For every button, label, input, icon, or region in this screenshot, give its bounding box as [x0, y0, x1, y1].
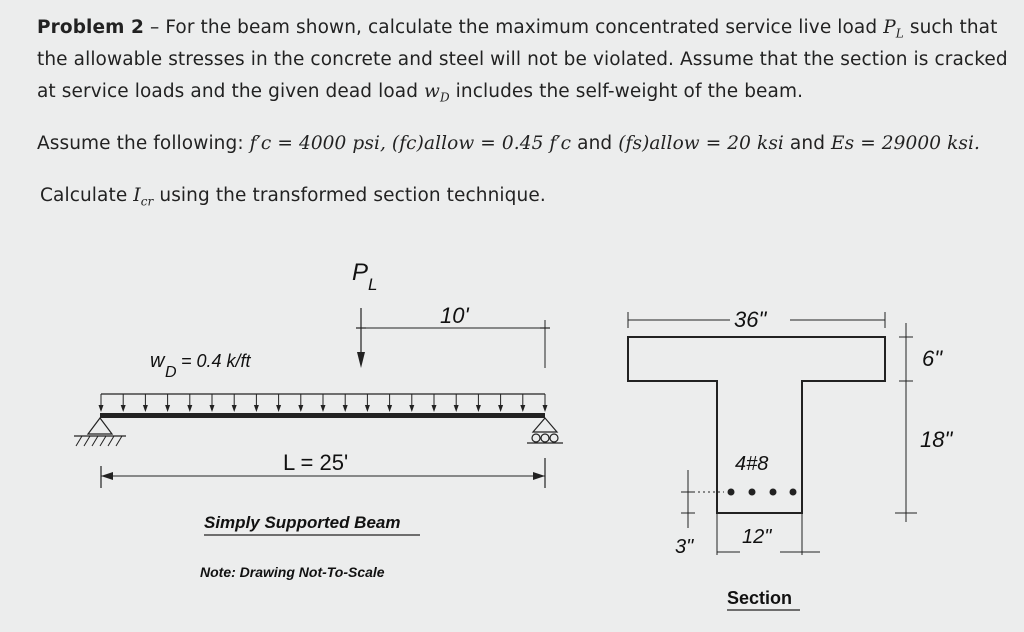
width-label: 36" [734, 307, 767, 332]
assume-fs: (fs)allow = 20 ksi [618, 133, 784, 154]
bars-label: 4#8 [735, 453, 769, 475]
wd-label: w [150, 350, 165, 372]
span-label: L = 25' [283, 450, 349, 475]
rebar-4 [790, 489, 797, 496]
section-diagram [628, 307, 953, 610]
load-arrow-head [454, 405, 459, 412]
wd-subscript: D [439, 90, 450, 105]
load-arrow-head [343, 405, 348, 412]
load-arrow-head [321, 405, 326, 412]
beam-diagram [74, 259, 563, 580]
pl-subscript: L [895, 26, 904, 41]
pl-label-sub: L [368, 275, 378, 294]
problem-line-2: the allowable stresses in the concrete and steel will not be violated. Assume that the section is cracked [37, 49, 1008, 70]
rebar-2 [749, 489, 756, 496]
rebar-3 [770, 489, 777, 496]
load-arrow-head [498, 405, 503, 412]
assume-prefix: Assume the following: [37, 133, 250, 154]
calc-prefix: Calculate [40, 185, 134, 206]
calc-suffix: using the transformed section technique. [153, 185, 546, 206]
load-arrow-head [276, 405, 281, 412]
flange-label: 6" [922, 346, 943, 371]
load-arrow-head [232, 405, 237, 412]
rebar-1 [728, 489, 735, 496]
assume-es: Es = 29000 ksi. [831, 133, 981, 154]
beam-member [100, 413, 545, 418]
load-arrow-head [99, 405, 104, 412]
point-load-arrow [357, 308, 365, 368]
pl-symbol: P [883, 17, 896, 38]
problem-text-1: For the beam shown, calculate the maximum concentrated service live load [165, 17, 878, 38]
icr-symbol: I [133, 185, 141, 206]
wd-symbol: w [424, 81, 440, 102]
distance-label: 10' [440, 303, 469, 328]
load-arrow-head [365, 405, 370, 412]
load-arrow-head [520, 405, 525, 412]
load-arrow-head [210, 405, 215, 412]
section-caption: Section [727, 588, 793, 608]
pl-label: P [352, 259, 369, 286]
assume-fc: f′c = 4000 psi, (fc)allow = 0.45 f′c [249, 133, 572, 154]
load-arrow-head [298, 405, 303, 412]
pin-support [74, 418, 126, 446]
assume-and-2: and [783, 133, 832, 154]
wd-value: = 0.4 k/ft [181, 351, 251, 371]
note-text: Note: Drawing Not-To-Scale [200, 564, 385, 580]
tee-section-outline [628, 337, 885, 513]
load-arrow-head [543, 405, 548, 412]
distributed-load [99, 394, 548, 412]
problem-text-3b: includes the self-weight of the beam. [449, 81, 804, 102]
load-arrow-head [143, 405, 148, 412]
roller-support [527, 418, 563, 443]
rebar-dots [728, 489, 797, 496]
load-arrow-head [254, 405, 259, 412]
load-arrow-head [476, 405, 481, 412]
problem-text-1-end: such that [903, 17, 998, 38]
load-arrow-head [121, 405, 126, 412]
assume-and-1: and [571, 133, 619, 154]
load-arrow-head [165, 405, 170, 412]
beam-caption: Simply Supported Beam [204, 513, 401, 532]
icr-subscript: cr [140, 194, 154, 209]
problem-text-3a: at service loads and the given dead load [37, 81, 425, 102]
load-arrow-head [387, 405, 392, 412]
load-arrow-head [432, 405, 437, 412]
load-arrow-head [187, 405, 192, 412]
problem-dash: – [144, 17, 166, 38]
problem-label: Problem 2 [37, 17, 145, 38]
cover-label: 3" [675, 536, 694, 558]
web-label: 12" [742, 526, 772, 548]
depth-label: 18" [920, 427, 953, 452]
load-arrow-head [409, 405, 414, 412]
wd-label-sub: D [165, 364, 177, 381]
